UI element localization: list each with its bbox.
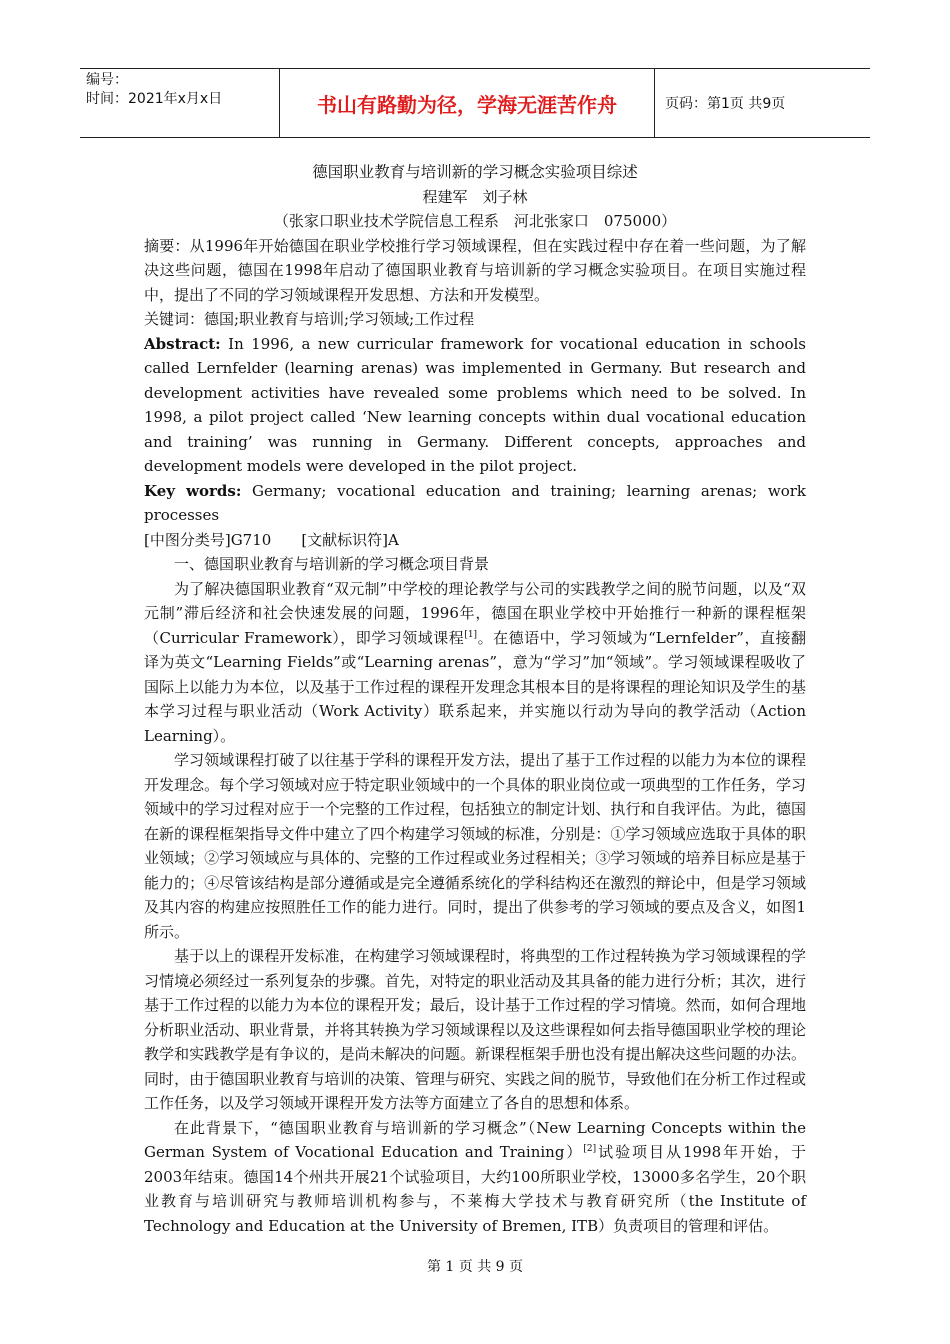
paragraph-4 (144, 1116, 806, 1239)
paragraph-3: 基于以上的课程开发标准，在构建学习领域课程时，将典型的工作过程转换为学习领域课程的学习情境必须经过一系列复杂的步骤。首先，对特定的职业活动及其具备的能力进行分析；其次，进行基于工作过程的以能力为本位的课程开发；最后，设计基于工作过程的学习情境。然而，如何合理地分析职业活动、职业背景，并将其转换为学习领域课程以及这些课程如何去指导德国职业学校的理论教学和实践教学是有争议的，是尚未解决的问题。新课程框架手册也没有提出解决这些问题的办法。同时，由于德国职业教育与培训的决策、管理与研究、实践之间的脱节，导致他们在分析工作过程或工作任务，以及学习领域开课程开发方法等方面建立了各自的思想和体系。 (144, 947, 806, 1112)
document-date: 时间：2021年x月x日 (86, 91, 223, 107)
abstract-english-text: In 1996, a new curricular framework for vocational education in schools called Lernfelder (learning arenas) was implemented in Germany. But research and development activities have revealed some problems which need to be solved. In 1998, a pilot project called ‘New learning concepts within dual vocational education and training’ was running in Germany. Different concepts, approaches and development models were developed in the pilot project. (144, 334, 806, 475)
header-page-info: 页码：第1页 共9页 (665, 96, 786, 112)
paragraph-2: 学习领域课程打破了以往基于学科的课程开发方法，提出了基于工作过程的以能力为本位的课程开发理念。每个学习领域对应于特定职业领域中的一个具体的职业岗位或一项典型的工作任务，学习领域中的学习过程对应于一个完整的工作过程，包括独立的制定计划、执行和自我评估。为此，德国在新的课程框架指导文件中建立了四个构建学习领域的标准，分别是：①学习领域应选取于具体的职业领域；②学习领域应与具体的、完整的工作过程或业务过程相关；③学习领域的培养目标应是基于能力的；④尽管该结构是部分遵循或是完全遵循系统化的学科结构还在激烈的辩论中，但是学习领域及其内容的构建应按照胜任工作的能力进行。同时，提出了供参考的学习领域的要点及含义，如图1所示。 (144, 751, 806, 941)
abstract-english-label: Abstract: (144, 334, 221, 353)
paragraph-4-part-a: 在此背景下，“德国职业教育与培训新的学习概念”（New Learning Concepts within the German System of Vocational Education and Training） (144, 1118, 806, 1161)
article-authors: 程建军 刘子林 (422, 187, 528, 206)
keywords-english-label: Key words: (144, 481, 242, 500)
paragraph-1 (144, 577, 806, 749)
header-meta (80, 69, 280, 137)
keywords-english-text: Germany; vocational education and training; learning arenas; work processes (144, 481, 806, 524)
keywords-chinese: 关键词：德国;职业教育与培训;学习领域;工作过程 (144, 310, 475, 328)
article-body (144, 160, 806, 1238)
page-footer: 第 1 页 共 9 页 (426, 1259, 524, 1275)
document-number-label: 编号： (86, 72, 128, 88)
article-affiliation: （张家口职业技术学院信息工程系 河北张家口 075000） (273, 212, 677, 230)
article-title: 德国职业教育与培训新的学习概念实验项目综述 (312, 163, 638, 181)
reference-1: [1] (464, 629, 478, 640)
paragraph-1-part-b: 。在德语中，学习领域为“Lernfelder”，直接翻译为英文“Learning Fields”或“Learning arenas”，意为“学习”加“领域”。学习领域课程吸收了国际上以能力为本位，以及基于工作过程的课程开发理念其根本目的是将课程的理论知识及学生的基本学习过程与职业活动（Work Activity）联系起来，并实施以行动为导向的教学活动（Action Learning）。 (144, 628, 806, 745)
abstract-english (144, 332, 806, 479)
classification-line: [中图分类号]G710 [文献标识符]A (144, 530, 399, 549)
paragraph-1-part-a: 为了解决德国职业教育“双元制”中学校的理论教学与公司的实践教学之间的脱节问题，以及“双元制”滞后经济和社会快速发展的问题，1996年，德国在职业学校中开始推行一种新的课程框架（Curricular Framework），即学习领域课程 (144, 579, 806, 647)
header-motto: 书山有路勤为径，学海无涯苦作舟 (280, 69, 655, 137)
reference-2: [2] (583, 1144, 597, 1154)
paragraph-4-part-b: 试验项目从1998年开始，于2003年结束。德国14个州共开展21个试验项目，大约100所职业学校，13000多名学生，20个职业教育与培训研究与教师培训机构参与，不莱梅大学技术与教育研究所（the Institute of Technology and Education at the University of Bremen, ITB）负责项目的管理和评估。 (144, 1143, 806, 1235)
abstract-chinese: 摘要：从1996年开始德国在职业学校推行学习领域课程，但在实践过程中存在着一些问题，为了解决这些问题，德国在1998年启动了德国职业教育与培训新的学习概念实验项目。在项目实施过程中，提出了不同的学习领域课程开发思想、方法和开发模型。 (144, 236, 806, 304)
page-header (80, 68, 870, 138)
keywords-english (144, 479, 806, 528)
section-heading: 一、德国职业教育与培训新的学习概念项目背景 (174, 555, 490, 573)
